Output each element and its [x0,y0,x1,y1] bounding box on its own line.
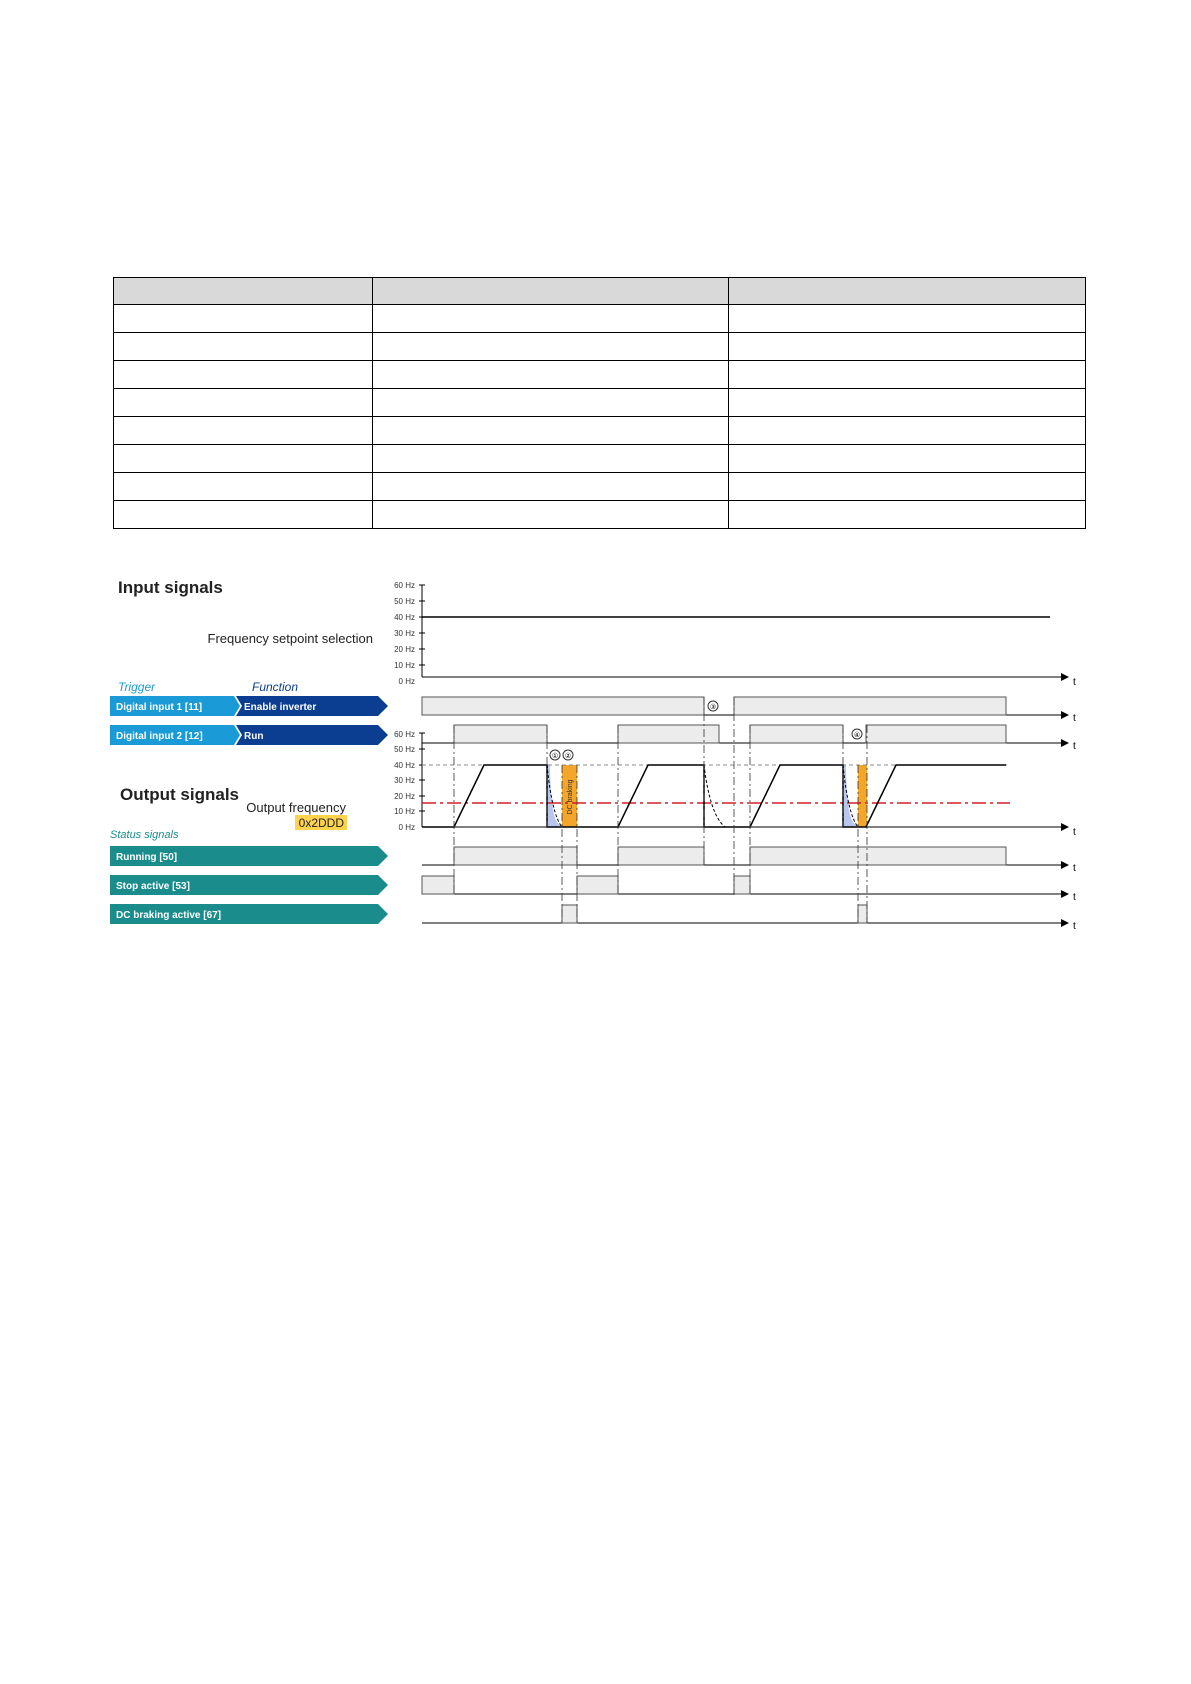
data-table [113,277,1086,529]
table-cell [114,361,373,389]
table-row [114,361,1086,389]
tick-label: 40 Hz [394,613,415,622]
table-cell [729,305,1086,333]
table-cell [114,473,373,501]
trigger-label: Digital input 2 [12] [116,731,203,742]
tick-label: 20 Hz [394,792,415,801]
table-cell [729,473,1086,501]
tick-label: 0 Hz [398,823,415,832]
time-label: t [1073,921,1076,932]
table-row [114,305,1086,333]
time-label: t [1073,713,1076,724]
marker-1: ① [551,753,559,760]
table-cell [373,389,729,417]
time-label: t [1073,892,1076,903]
output-frequency-trace [422,765,1006,827]
status-row-running [110,846,1076,874]
header-cell [729,278,1086,305]
table-row [114,445,1086,473]
output-freq-axis [394,730,1076,838]
table-cell [729,333,1086,361]
input-signals-title: Input signals [118,578,223,597]
status-row-dc-braking [110,904,1076,932]
timing-diagram [110,565,1090,1015]
trigger-header: Trigger [118,680,156,694]
function-label: Enable inverter [244,702,317,713]
table-cell [729,417,1086,445]
tick-label: 50 Hz [394,597,415,606]
tick-label: 0 Hz [398,677,415,686]
status-label: Stop active [53] [116,881,190,892]
table-cell [373,473,729,501]
tick-label: 40 Hz [394,761,415,770]
tick-label: 50 Hz [394,745,415,754]
table-row [114,417,1086,445]
tick-label: 10 Hz [394,807,415,816]
trigger-label: Digital input 1 [11] [116,702,203,713]
table-cell [114,417,373,445]
function-label: Run [244,731,264,742]
function-header: Function [252,680,299,694]
marker-3: ③ [709,704,717,711]
trigger-row-2 [110,725,388,745]
output-freq-label: Output frequency [246,800,346,815]
table-cell [373,333,729,361]
time-label: t [1073,741,1076,752]
header-cell [373,278,729,305]
time-label: t [1073,677,1076,688]
table-cell [373,417,729,445]
trigger-row-1 [110,696,388,716]
setpoint-label: Frequency setpoint selection [207,631,373,646]
di2-timeline [422,725,1076,752]
time-label: t [1073,827,1076,838]
status-row-stop-active [110,875,1076,903]
dc-brake-label: DC braking [567,779,574,815]
table-cell [114,501,373,529]
tick-label: 60 Hz [394,581,415,590]
table-cell [373,501,729,529]
tick-label: 30 Hz [394,629,415,638]
table-cell [373,445,729,473]
tick-label: 30 Hz [394,776,415,785]
table-cell [729,501,1086,529]
status-label: Running [50] [116,852,178,863]
table-cell [114,445,373,473]
tick-label: 10 Hz [394,661,415,670]
table-row [114,333,1086,361]
header-cell [114,278,373,305]
tick-label: 20 Hz [394,645,415,654]
time-label: t [1073,863,1076,874]
table-cell [373,361,729,389]
status-label: DC braking active [67] [116,910,222,921]
marker-4: ④ [853,732,861,739]
table-cell [729,445,1086,473]
table-cell [729,389,1086,417]
table-header-row [114,278,1086,305]
tick-label: 60 Hz [394,730,415,739]
table-row [114,473,1086,501]
param-code: 0x2DDD [298,816,344,830]
table-cell [114,389,373,417]
table-cell [114,333,373,361]
table-row [114,501,1086,529]
table-row [114,389,1086,417]
marker-2: ② [564,753,572,760]
table-cell [114,305,373,333]
table-cell [373,305,729,333]
table-cell [729,361,1086,389]
setpoint-axis [394,581,1076,688]
output-signals-title: Output signals [120,785,239,804]
di1-timeline [422,697,1076,724]
status-header: Status signals [110,829,179,841]
